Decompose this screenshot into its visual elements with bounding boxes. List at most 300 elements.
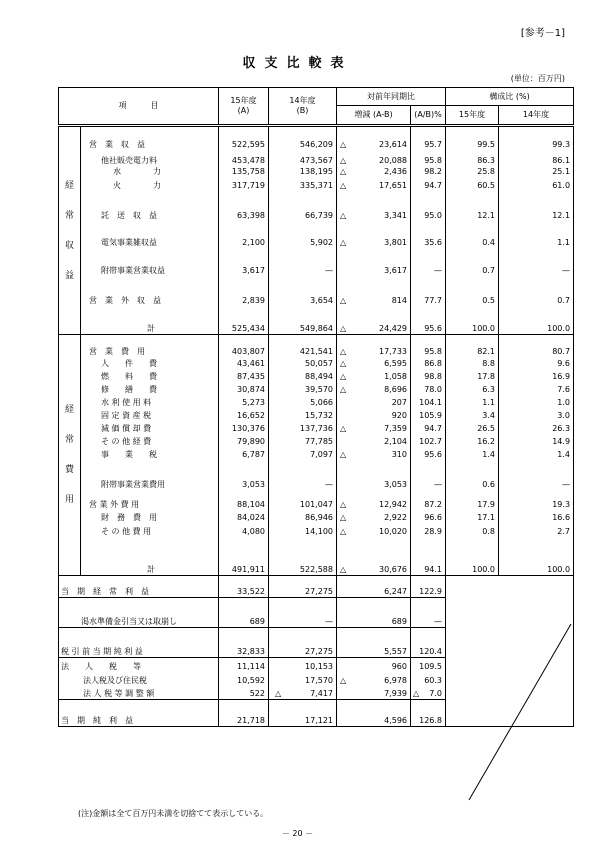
decrease-mark: △ [340, 449, 347, 459]
value-ratio: — [411, 248, 446, 276]
decrease-mark [269, 587, 275, 597]
value-comp15: 82.1 [446, 335, 499, 357]
row-label: 計 [81, 537, 219, 576]
value-fy14: 546,209 [269, 126, 337, 150]
value-comp15: 17.1 [446, 510, 499, 523]
table-row [59, 523, 574, 537]
decrease-mark [411, 647, 413, 657]
value-fy15: 88,104 [219, 490, 269, 510]
revenue-section [59, 126, 574, 335]
value-ratio: 102.7 [411, 434, 446, 447]
row-label: 人 件 費 [81, 357, 219, 369]
value-ratio-cell [411, 700, 446, 727]
decrease-mark [337, 686, 349, 700]
value-diff: 3,053 [349, 460, 411, 490]
decrease-mark [337, 408, 349, 421]
value-fy14: 66,739 [269, 191, 337, 221]
table-row [59, 191, 574, 221]
header-yoy: 対前年同期比 [337, 88, 446, 106]
value-fy14: 17,570 [305, 675, 333, 685]
row-label: 営 業 外 費 用 [81, 490, 219, 510]
value-fy15: 3,053 [219, 460, 269, 490]
decrease-mark: △ [340, 180, 347, 190]
header-comp15: 15年度 [446, 106, 499, 126]
value-ratio: 105.9 [411, 408, 446, 421]
value-diff: 5,557 [349, 628, 411, 658]
value-fy14: — [325, 617, 333, 626]
section-label-text: 経 常 費 用 [64, 405, 74, 505]
decrease-mark [337, 576, 349, 598]
value-fy15: 689 [219, 598, 269, 628]
table-row [59, 221, 574, 248]
decrease-mark: △ [340, 384, 347, 394]
value-fy14: 7,097 [269, 447, 337, 460]
row-label: 当 期 経 常 利 益 [59, 576, 219, 598]
value-diff: 24,429 [349, 306, 411, 335]
decrease-mark: △ [340, 295, 347, 305]
decrease-mark [411, 587, 413, 597]
value-fy14: 14,100 [269, 523, 337, 537]
value-fy15: 2,100 [219, 221, 269, 248]
value-fy15: 491,911 [219, 537, 269, 576]
value-fy14-cell [269, 598, 337, 628]
table-row [59, 276, 574, 306]
value-fy15: 87,435 [219, 369, 269, 382]
table-row [59, 434, 574, 447]
value-fy15: 21,718 [219, 700, 269, 727]
row-label: 託 送 収 益 [81, 191, 219, 221]
value-fy14-cell [269, 658, 337, 672]
value-fy14: 10,153 [305, 661, 333, 671]
row-label: 法人税及び住民税 [59, 672, 219, 686]
value-comp15: 6.3 [446, 382, 499, 395]
value-diff: 23,614 [349, 126, 411, 150]
table-row [59, 369, 574, 382]
value-fy15: 3,617 [219, 248, 269, 276]
value-comp15: 17.8 [446, 369, 499, 382]
row-label: 財 務 費 用 [81, 510, 219, 523]
decrease-mark: △ [340, 237, 347, 247]
header-fy14-label: 14年度 [289, 96, 316, 105]
header-fy15-sub: (A) [237, 106, 250, 115]
table-row [59, 126, 574, 150]
value-fy15: 32,833 [219, 628, 269, 658]
value-diff: 17,733 [349, 335, 411, 357]
value-fy14-cell [269, 672, 337, 686]
value-diff: 814 [349, 276, 411, 306]
value-comp14: 99.3 [499, 126, 574, 150]
value-fy15: 16,652 [219, 408, 269, 421]
value-diff: 7,939 [349, 686, 411, 700]
value-diff: 8,696 [349, 382, 411, 395]
value-diff: 3,617 [349, 248, 411, 276]
table-row [59, 537, 574, 576]
value-fy15: 317,719 [219, 177, 269, 191]
table-row [59, 166, 574, 177]
value-comp15: 0.4 [446, 221, 499, 248]
section-label [59, 126, 81, 335]
value-fy15: 43,461 [219, 357, 269, 369]
header-fy15-label: 15年度 [230, 96, 257, 105]
unit-label: (単位：百万円) [510, 74, 565, 83]
value-fy15: 10,592 [219, 672, 269, 686]
row-label: 法 人 税 等 [59, 658, 219, 672]
value-fy14: — [269, 460, 337, 490]
value-comp15: 100.0 [446, 537, 499, 576]
value-comp15: 12.1 [446, 191, 499, 221]
value-diff: 6,978 [349, 672, 411, 686]
table-row [59, 177, 574, 191]
decrease-mark: △ [340, 371, 347, 381]
value-ratio: 94.7 [411, 421, 446, 434]
decrease-mark: △ [413, 689, 420, 698]
value-ratio: 94.7 [411, 177, 446, 191]
value-diff: 920 [349, 408, 411, 421]
row-label: 減 価 償 却 費 [81, 421, 219, 434]
value-comp15: 3.4 [446, 408, 499, 421]
row-label: 渇水準備金引当又は取崩し [59, 598, 219, 628]
row-label: そ の 他 経 費 [81, 434, 219, 447]
value-ratio: — [411, 460, 446, 490]
value-fy14: 549,864 [269, 306, 337, 335]
value-diff: 17,651 [349, 177, 411, 191]
value-comp14: — [499, 248, 574, 276]
value-diff: 6,247 [349, 576, 411, 598]
value-comp14: 7.6 [499, 382, 574, 395]
value-fy14-cell [269, 576, 337, 598]
value-fy14: 17,121 [305, 716, 333, 725]
value-comp14: 3.0 [499, 408, 574, 421]
table-row [59, 306, 574, 335]
header-comp14: 14年度 [499, 106, 574, 126]
value-comp15: 17.9 [446, 490, 499, 510]
value-fy14: 27,275 [305, 647, 333, 656]
header-ratio: (A/B)% [411, 106, 446, 126]
decrease-mark [337, 700, 349, 727]
decrease-mark [337, 395, 349, 408]
row-label: 営 業 収 益 [81, 126, 219, 150]
value-comp14: 19.3 [499, 490, 574, 510]
decrease-mark [411, 662, 413, 672]
table-row [59, 490, 574, 510]
decrease-mark: △ [275, 689, 282, 698]
value-fy15: 30,874 [219, 382, 269, 395]
value-diff: 10,020 [349, 523, 411, 537]
decrease-mark [337, 434, 349, 447]
value-ratio: 94.1 [411, 537, 446, 576]
value-ratio: 95.6 [411, 447, 446, 460]
value-diff: 2,104 [349, 434, 411, 447]
value-ratio: 78.0 [411, 382, 446, 395]
value-fy14: 86,946 [269, 510, 337, 523]
table-row [59, 421, 574, 434]
decrease-mark: △ [340, 139, 347, 149]
value-fy14: 421,541 [269, 335, 337, 357]
value-ratio: 95.0 [411, 191, 446, 221]
value-fy14: 7,417 [310, 689, 333, 698]
value-diff: 4,596 [349, 700, 411, 727]
decrease-mark: △ [340, 358, 347, 368]
value-ratio-cell [411, 576, 446, 598]
row-label: 附帯事業営業費用 [81, 460, 219, 490]
value-fy14: 473,567 [269, 150, 337, 166]
value-diff: 689 [349, 598, 411, 628]
value-ratio: 60.3 [424, 675, 443, 685]
value-comp15: 1.1 [446, 395, 499, 408]
value-comp14: 0.7 [499, 276, 574, 306]
row-label: 計 [81, 306, 219, 335]
header-item: 項 目 [59, 88, 219, 126]
reference-label: [参考－1] [520, 28, 565, 39]
value-fy15: 6,787 [219, 447, 269, 460]
value-diff: 2,922 [349, 510, 411, 523]
decrease-mark: △ [340, 346, 347, 356]
row-label: 法 人 税 等 調 整 額 [59, 686, 219, 700]
value-ratio-cell [411, 598, 446, 628]
decrease-mark [269, 676, 275, 686]
value-ratio: 77.7 [411, 276, 446, 306]
value-diff: 3,341 [349, 191, 411, 221]
value-fy15: 5,273 [219, 395, 269, 408]
value-comp14: 100.0 [499, 306, 574, 335]
value-comp14: 80.7 [499, 335, 574, 357]
value-fy15: 84,024 [219, 510, 269, 523]
value-ratio: 122.9 [419, 587, 443, 596]
section-label-text: 経 常 収 益 [64, 180, 74, 281]
value-ratio: 87.2 [411, 490, 446, 510]
value-diff: 960 [349, 658, 411, 672]
row-label: 火 力 [81, 177, 219, 191]
value-comp14: 2.7 [499, 523, 574, 537]
value-fy14: — [269, 248, 337, 276]
value-fy15: 522 [219, 686, 269, 700]
value-fy15: 2,839 [219, 276, 269, 306]
value-diff: 7,359 [349, 421, 411, 434]
row-label: 燃 料 費 [81, 369, 219, 382]
expense-section [59, 335, 574, 576]
decrease-mark [337, 460, 349, 490]
page-number: － 20 － [281, 829, 314, 838]
decrease-mark [411, 676, 413, 686]
value-fy15: 453,478 [219, 150, 269, 166]
table-row [59, 510, 574, 523]
value-diff: 12,942 [349, 490, 411, 510]
value-comp14: 25.1 [499, 166, 574, 177]
decrease-mark: △ [337, 306, 349, 335]
value-fy14: 3,654 [269, 276, 337, 306]
value-fy15: 33,522 [219, 576, 269, 598]
value-ratio: 120.4 [419, 647, 443, 656]
value-comp14: 12.1 [499, 191, 574, 221]
value-comp14: 16.6 [499, 510, 574, 523]
value-comp14: 86.1 [499, 150, 574, 166]
row-label: そ の 他 費 用 [81, 523, 219, 537]
decrease-mark: △ [340, 526, 347, 536]
row-label: 附帯事業営業収益 [81, 248, 219, 276]
value-fy14: 138,195 [269, 166, 337, 177]
value-ratio: 95.7 [411, 126, 446, 150]
value-ratio: 98.2 [411, 166, 446, 177]
value-fy15: 11,114 [219, 658, 269, 672]
page-title: 収支比較表 [242, 56, 353, 71]
decrease-mark: △ [340, 499, 347, 509]
row-label: 事 業 税 [81, 447, 219, 460]
value-diff: 6,595 [349, 357, 411, 369]
value-fy15: 79,890 [219, 434, 269, 447]
value-comp15: 100.0 [446, 306, 499, 335]
value-comp15: 86.3 [446, 150, 499, 166]
decrease-mark: △ [340, 166, 347, 176]
decrease-mark: △ [340, 155, 347, 165]
value-ratio-cell [411, 686, 446, 700]
decrease-mark [269, 716, 275, 726]
value-comp15: 0.6 [446, 460, 499, 490]
table-row [59, 248, 574, 276]
value-diff: 1,058 [349, 369, 411, 382]
value-ratio: 7.0 [429, 689, 443, 698]
value-fy15: 522,595 [219, 126, 269, 150]
decrease-mark [337, 598, 349, 628]
value-fy14: 77,785 [269, 434, 337, 447]
value-fy15: 403,807 [219, 335, 269, 357]
decrease-mark [337, 658, 349, 672]
table-row [59, 150, 574, 166]
value-diff: 207 [349, 395, 411, 408]
header-fy15 [219, 88, 269, 126]
row-label: 電気事業雑収益 [81, 221, 219, 248]
value-fy14: 39,570 [269, 382, 337, 395]
header-fy14 [269, 88, 337, 126]
value-comp15: 99.5 [446, 126, 499, 150]
value-comp15: 26.5 [446, 421, 499, 434]
value-fy15: 130,376 [219, 421, 269, 434]
value-ratio: 109.5 [419, 661, 443, 671]
value-fy14: 88,494 [269, 369, 337, 382]
value-fy14: 27,275 [305, 587, 333, 596]
value-diff: 2,436 [349, 166, 411, 177]
value-ratio: 86.8 [411, 357, 446, 369]
value-fy14-cell [269, 686, 337, 700]
section-label [59, 335, 81, 576]
value-fy14: 101,047 [269, 490, 337, 510]
value-fy14: 335,371 [269, 177, 337, 191]
table-row [59, 382, 574, 395]
header-diff: 増減 (A-B) [337, 106, 411, 126]
value-comp14: 14.9 [499, 434, 574, 447]
row-label: 固 定 資 産 税 [81, 408, 219, 421]
value-fy15: 4,080 [219, 523, 269, 537]
value-fy14: 137,736 [269, 421, 337, 434]
value-fy15: 525,434 [219, 306, 269, 335]
table-row [59, 357, 574, 369]
value-ratio: 95.6 [411, 306, 446, 335]
value-comp14: 16.9 [499, 369, 574, 382]
value-fy14: 522,588 [269, 537, 337, 576]
value-comp14: 1.0 [499, 395, 574, 408]
table-row [59, 460, 574, 490]
row-label: 税 引 前 当 期 純 利 益 [59, 628, 219, 658]
value-diff: 310 [349, 447, 411, 460]
table-row [59, 447, 574, 460]
value-fy14: 5,066 [269, 395, 337, 408]
decrease-mark [411, 617, 413, 627]
value-fy14: 15,732 [269, 408, 337, 421]
decrease-mark [269, 647, 275, 657]
decrease-mark: △ [340, 423, 347, 433]
decrease-mark: △ [340, 675, 347, 685]
decrease-mark: △ [340, 210, 347, 220]
value-diff: 30,676 [349, 537, 411, 576]
decrease-mark: △ [337, 537, 349, 576]
value-comp14: 1.1 [499, 221, 574, 248]
row-label: 営 業 費 用 [81, 335, 219, 357]
decrease-mark [337, 628, 349, 658]
row-label: 水 力 [81, 166, 219, 177]
value-ratio-cell [411, 672, 446, 686]
row-label: 当 期 純 利 益 [59, 700, 219, 727]
value-comp15: 0.5 [446, 276, 499, 306]
value-comp14: 26.3 [499, 421, 574, 434]
value-comp15: 25.8 [446, 166, 499, 177]
diagonal-slash [467, 622, 573, 802]
header-fy14-sub: (B) [296, 106, 309, 115]
value-comp15: 8.8 [446, 357, 499, 369]
row-label: 他社販売電力料 [81, 150, 219, 166]
table-row [59, 395, 574, 408]
value-ratio: 126.8 [419, 716, 443, 725]
value-ratio: 98.8 [411, 369, 446, 382]
decrease-mark: △ [340, 512, 347, 522]
value-ratio: 95.8 [411, 335, 446, 357]
value-comp14: 61.0 [499, 177, 574, 191]
value-fy14-cell [269, 628, 337, 658]
value-ratio: — [434, 617, 443, 626]
value-ratio-cell [411, 628, 446, 658]
value-comp15: 0.7 [446, 248, 499, 276]
value-comp14: 100.0 [499, 537, 574, 576]
table-row [59, 408, 574, 421]
value-fy14: 5,902 [269, 221, 337, 248]
header-composition: 構成比 (%) [446, 88, 574, 106]
decrease-mark [269, 617, 275, 627]
value-ratio: 35.6 [411, 221, 446, 248]
value-ratio: 96.6 [411, 510, 446, 523]
value-ratio-cell [411, 658, 446, 672]
value-comp14: 1.4 [499, 447, 574, 460]
table-row [59, 335, 574, 357]
value-fy14-cell [269, 700, 337, 727]
decrease-mark [269, 662, 275, 672]
value-comp14: 9.6 [499, 357, 574, 369]
value-diff: 3,801 [349, 221, 411, 248]
value-ratio: 95.8 [411, 150, 446, 166]
value-comp15: 1.4 [446, 447, 499, 460]
table-row [59, 576, 574, 598]
row-label: 水 利 使 用 料 [81, 395, 219, 408]
value-ratio: 28.9 [411, 523, 446, 537]
value-ratio: 104.1 [411, 395, 446, 408]
footnote: (注)金額は全て百万円未満を切捨てて表示している。 [78, 809, 269, 818]
decrease-mark [337, 248, 349, 276]
value-comp15: 60.5 [446, 177, 499, 191]
value-fy15: 63,398 [219, 191, 269, 221]
value-fy14: 50,057 [269, 357, 337, 369]
value-comp15: 16.2 [446, 434, 499, 447]
value-fy15: 135,758 [219, 166, 269, 177]
value-comp14: — [499, 460, 574, 490]
row-label: 営 業 外 収 益 [81, 276, 219, 306]
decrease-mark [411, 716, 413, 726]
